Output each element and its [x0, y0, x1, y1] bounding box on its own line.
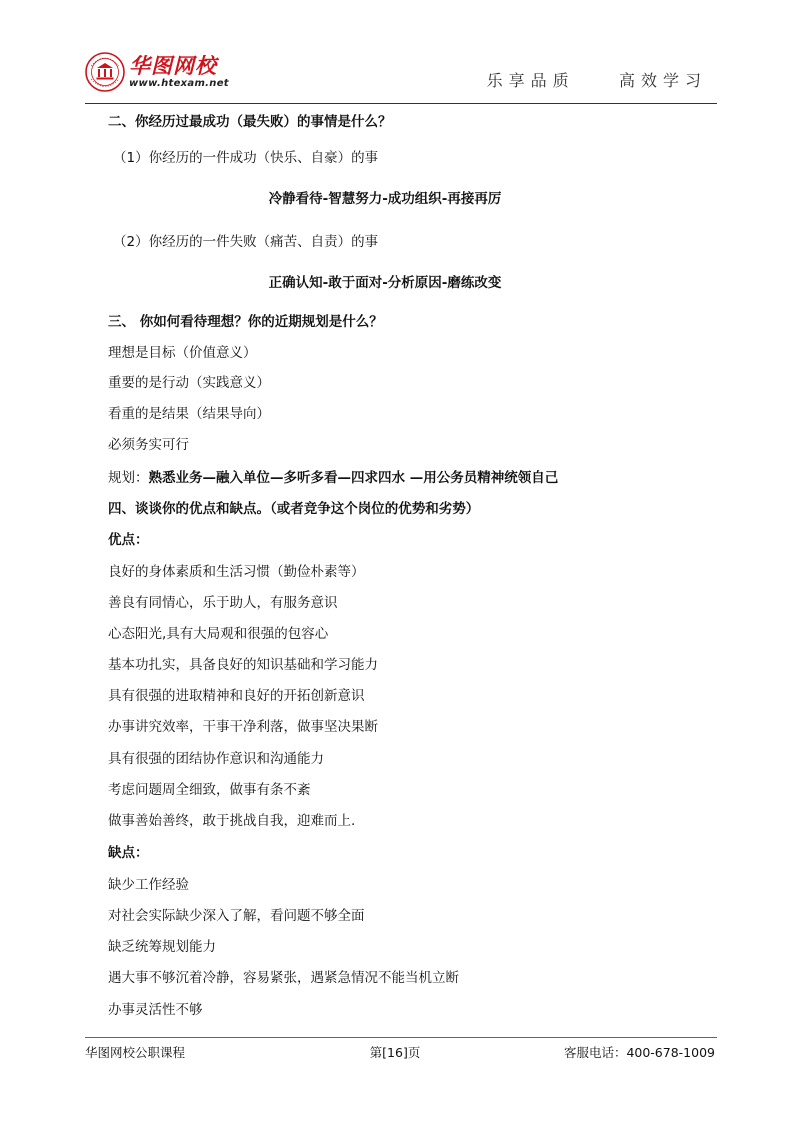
question-2-answer-2: 正确认知-敢于面对-分析原因-磨练改变	[268, 275, 502, 291]
header-slogan: 乐享品质 高效学习	[486, 71, 707, 90]
list-item: 具有很强的进取精神和良好的开拓创新意识	[108, 688, 365, 704]
plan-label: 规划：	[108, 470, 149, 486]
list-item: 具有很强的团结协作意识和沟通能力	[108, 751, 324, 767]
list-item: 理想是目标（价值意义）	[108, 345, 257, 361]
header-divider	[85, 103, 717, 104]
list-item: 缺少工作经验	[108, 877, 189, 893]
list-item: 良好的身体素质和生活习惯（勤俭朴素等）	[108, 564, 365, 580]
question-3-title: 三、 你如何看待理想？你的近期规划是什么？	[108, 314, 383, 330]
list-item: 办事灵活性不够	[108, 1002, 203, 1018]
list-item: 善良有同情心，乐于助人，有服务意识	[108, 595, 338, 611]
footer-course-name: 华图网校公职课程	[85, 1045, 186, 1060]
footer-divider	[85, 1037, 717, 1038]
list-item: 基本功扎实，具备良好的知识基础和学习能力	[108, 657, 378, 673]
list-item: 做事善始善终，敢于挑战自我，迎难而上.	[108, 813, 356, 829]
question-2-title: 二、你经历过最成功（最失败）的事情是什么？	[108, 114, 392, 130]
logo-url: www.htexam.net	[129, 78, 229, 89]
list-item: 办事讲究效率，干事干净利落，做事坚决果断	[108, 719, 378, 735]
list-item: 心态阳光,具有大局观和很强的包容心	[108, 626, 329, 642]
page-header	[85, 46, 717, 104]
question-2-answer-1: 冷静看待-智慧努力-成功组织-再接再厉	[268, 191, 502, 207]
list-item: 考虑问题周全细致，做事有条不紊	[108, 782, 311, 798]
list-item: 看重的是结果（结果导向）	[108, 406, 270, 422]
question-4-title: 四、谈谈你的优点和缺点。（或者竞争这个岗位的优势和劣势）	[108, 501, 480, 517]
list-item: 缺乏统筹规划能力	[108, 939, 216, 955]
plan-text: 熟悉业务—融入单位—多听多看—四求四水 —用公务员精神统领自己	[148, 470, 559, 486]
question-2-part-2: （2）你经历的一件失败（痛苦、自责）的事	[113, 234, 379, 250]
page-number: 第[16]页	[369, 1045, 421, 1060]
question-2-part-1: （1）你经历的一件成功（快乐、自豪）的事	[113, 150, 379, 166]
school-seal-icon	[85, 52, 125, 92]
strengths-label: 优点：	[108, 532, 149, 548]
footer-service-phone: 客服电话：400-678-1009	[563, 1045, 715, 1060]
plan-line	[108, 469, 558, 487]
list-item: 遇大事不够沉着冷静，容易紧张，遇紧急情况不能当机立断	[108, 970, 459, 986]
list-item: 重要的是行动（实践意义）	[108, 375, 270, 391]
logo	[85, 52, 229, 92]
weaknesses-label: 缺点：	[108, 845, 149, 861]
logo-name: 华图网校	[129, 54, 217, 78]
list-item: 对社会实际缺少深入了解，看问题不够全面	[108, 908, 365, 924]
list-item: 必须务实可行	[108, 437, 189, 453]
